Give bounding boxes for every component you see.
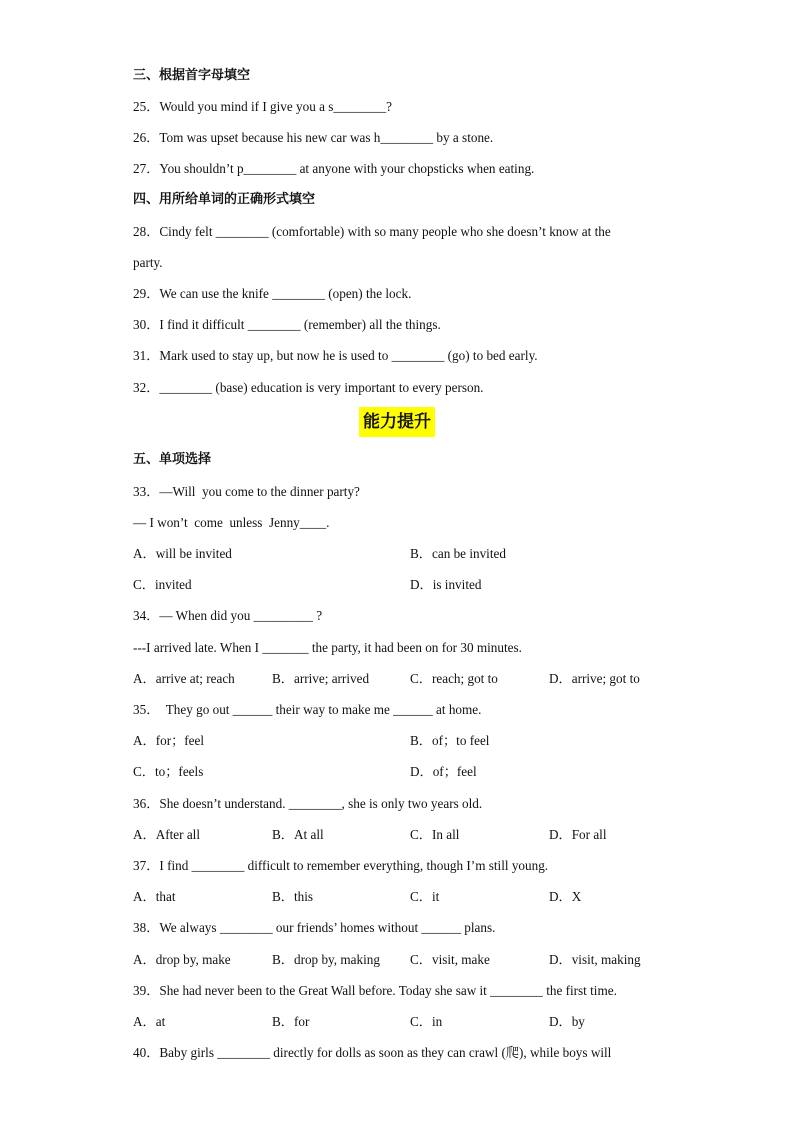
question-28-line2: party. — [133, 255, 163, 270]
question-37: 37．I find ________ difficult to remember everything, though I’m still young. — [133, 858, 549, 873]
q39-option-c[interactable]: C．in — [410, 1014, 443, 1029]
question-39: 39．She had never been to the Great Wall before. Today she saw it ________ the first time. — [133, 983, 617, 998]
q33-option-c[interactable]: C．invited — [133, 577, 192, 592]
q37-option-b[interactable]: B．this — [272, 889, 314, 904]
question-26: 26．Tom was upset because his new car was h________ by a stone. — [133, 130, 494, 145]
question-40: 40．Baby girls ________ directly for dolls as soon as they can crawl (爬), while boys will — [133, 1045, 612, 1060]
q35-option-d[interactable]: D．of；feel — [410, 764, 477, 779]
q37-option-d[interactable]: D．X — [549, 889, 582, 904]
q38-option-c[interactable]: C．visit, make — [410, 952, 490, 967]
section-heading-word-forms: 四、用所给单词的正确形式填空 — [133, 192, 316, 207]
question-32: 32．________ (base) education is very important to every person. — [133, 380, 484, 395]
question-31: 31．Mark used to stay up, but now he is used to ________ (go) to bed early. — [133, 348, 538, 363]
q33-option-a[interactable]: A．will be invited — [133, 546, 232, 561]
question-35: 35． They go out ______ their way to make me ______ at home. — [133, 702, 482, 717]
question-29: 29．We can use the knife ________ (open) the lock. — [133, 286, 412, 301]
section-heading-fill-initial-letter: 三、根据首字母填空 — [133, 68, 251, 83]
question-36: 36．She doesn’t understand. ________, she is only two years old. — [133, 796, 483, 811]
q36-option-c[interactable]: C．In all — [410, 827, 460, 842]
q37-option-c[interactable]: C．it — [410, 889, 440, 904]
question-30: 30．I find it difficult ________ (remember) all the things. — [133, 317, 441, 332]
q39-option-d[interactable]: D．by — [549, 1014, 585, 1029]
question-28-line1: 28．Cindy felt ________ (comfortable) with so many people who she doesn’t know at the — [133, 224, 611, 239]
q33-option-b[interactable]: B．can be invited — [410, 546, 506, 561]
q37-option-a[interactable]: A．that — [133, 889, 176, 904]
q35-option-b[interactable]: B．of；to feel — [410, 733, 490, 748]
question-34-line1: 34．— When did you _________ ? — [133, 608, 323, 623]
q33-option-d[interactable]: D．is invited — [410, 577, 482, 592]
q35-option-a[interactable]: A．for；feel — [133, 733, 205, 748]
q39-option-a[interactable]: A．at — [133, 1014, 166, 1029]
question-38: 38．We always ________ our friends’ homes without ______ plans. — [133, 920, 496, 935]
q34-option-b[interactable]: B．arrive; arrived — [272, 671, 370, 686]
ability-boost-banner: 能力提升 — [359, 407, 435, 437]
q39-option-b[interactable]: B．for — [272, 1014, 310, 1029]
q38-option-b[interactable]: B．drop by, making — [272, 952, 380, 967]
question-27: 27．You shouldn’t p________ at anyone with your chopsticks when eating. — [133, 161, 535, 176]
question-33-line2: — I won’t come unless Jenny____. — [133, 515, 330, 530]
q34-option-a[interactable]: A．arrive at; reach — [133, 671, 235, 686]
q36-option-d[interactable]: D．For all — [549, 827, 607, 842]
q38-option-d[interactable]: D．visit, making — [549, 952, 641, 967]
question-34-line2: ---I arrived late. When I _______ the party, it had been on for 30 minutes. — [133, 640, 522, 655]
section-heading-multiple-choice: 五、单项选择 — [133, 452, 212, 467]
question-25: 25．Would you mind if I give you a s________? — [133, 99, 392, 114]
q34-option-d[interactable]: D．arrive; got to — [549, 671, 640, 686]
question-33-line1: 33．—Will you come to the dinner party? — [133, 484, 360, 499]
q34-option-c[interactable]: C．reach; got to — [410, 671, 498, 686]
q36-option-b[interactable]: B．At all — [272, 827, 324, 842]
q36-option-a[interactable]: A．After all — [133, 827, 201, 842]
q35-option-c[interactable]: C．to；feels — [133, 764, 204, 779]
q38-option-a[interactable]: A．drop by, make — [133, 952, 231, 967]
